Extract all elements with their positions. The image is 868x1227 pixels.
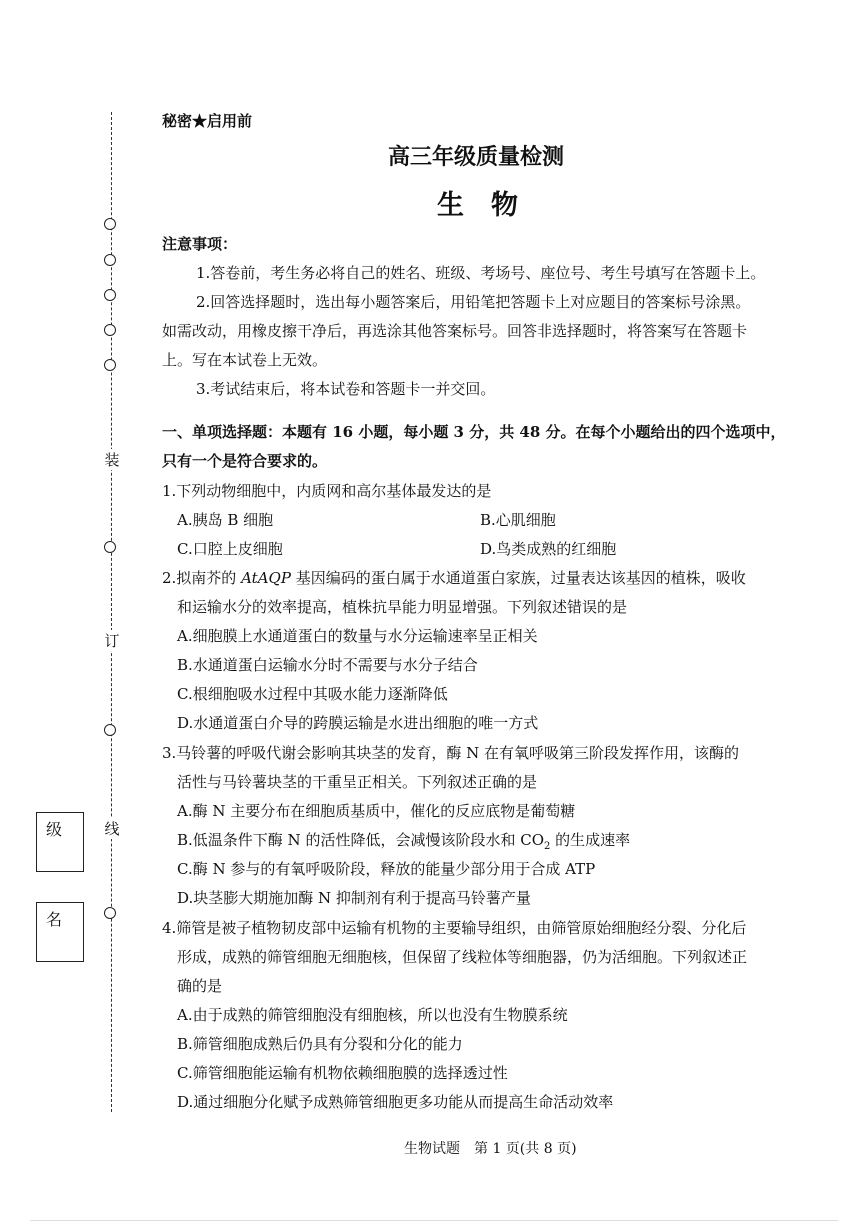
option-a: A.细胞膜上水通道蛋白的数量与水分运输速率呈正相关 bbox=[177, 627, 538, 645]
option-c: C.酶 N 参与的有氧呼吸阶段，释放的能量少部分用于合成 ATP bbox=[177, 860, 596, 878]
option-b: B.水通道蛋白运输水分时不需要与水分子结合 bbox=[177, 656, 478, 674]
question-stem-cont: 和运输水分的效率提高，植株抗旱能力明显增强。下列叙述错误的是 bbox=[177, 598, 628, 616]
option-d: D.鸟类成熟的红细胞 bbox=[480, 540, 617, 558]
page-bottom-rule bbox=[30, 1220, 838, 1221]
option-b: B.心肌细胞 bbox=[480, 511, 556, 529]
name-field-label: 名 bbox=[46, 910, 63, 929]
option-d: D.块茎膨大期施加酶 N 抑制剂有利于提高马铃薯产量 bbox=[177, 889, 531, 907]
notes-heading: 注意事项： bbox=[162, 235, 238, 253]
question-stem: 3.马铃薯的呼吸代谢会影响其块茎的发育，酶 N 在有氧呼吸第三阶段发挥作用，该酶的 bbox=[162, 744, 739, 762]
margin-label-zhuang: 装 bbox=[104, 451, 120, 469]
binding-hole bbox=[104, 541, 116, 553]
option-d: D.通过细胞分化赋予成熟筛管细胞更多功能从而提高生命活动效率 bbox=[177, 1093, 614, 1111]
question-stem: 1.下列动物细胞中，内质网和高尔基体最发达的是 bbox=[162, 482, 492, 500]
option-a: A.由于成熟的筛管细胞没有细胞核，所以也没有生物膜系统 bbox=[177, 1006, 568, 1024]
section-heading-cont: 只有一个是符合要求的。 bbox=[162, 452, 328, 470]
subscript: 2 bbox=[544, 841, 551, 852]
question-stem-cont: 确的是 bbox=[177, 977, 223, 995]
gene-name: AtAQP bbox=[241, 569, 291, 587]
stem-text: 基因编码的蛋白属于水通道蛋白家族，过量表达该基因的植株，吸收 bbox=[290, 569, 746, 587]
binding-hole bbox=[104, 724, 116, 736]
option-c: C.根细胞吸水过程中其吸水能力逐渐降低 bbox=[177, 685, 448, 703]
option-a: A.胰岛 B 细胞 bbox=[177, 511, 274, 529]
option-c: C.口腔上皮细胞 bbox=[177, 540, 283, 558]
option-b bbox=[177, 830, 630, 857]
note-item: 上。写在本试卷上无效。 bbox=[162, 351, 328, 369]
question-stem-cont: 活性与马铃薯块茎的干重呈正相关。下列叙述正确的是 bbox=[177, 773, 538, 791]
note-item: 1.答卷前，考生务必将自己的姓名、班级、考场号、座位号、考生号填写在答题卡上。 bbox=[196, 264, 766, 282]
binding-hole bbox=[104, 254, 116, 266]
binding-hole bbox=[104, 359, 116, 371]
exam-title: 高三年级质量检测 bbox=[388, 144, 565, 170]
note-item: 3.考试结束后，将本试卷和答题卡一并交回。 bbox=[196, 380, 496, 398]
option-c: C.筛管细胞能运输有机物依赖细胞膜的选择透过性 bbox=[177, 1064, 508, 1082]
margin-label-xian: 线 bbox=[104, 820, 120, 838]
question-stem bbox=[162, 568, 746, 588]
page-footer: 生物试题 第 1 页(共 8 页) bbox=[404, 1141, 577, 1157]
class-field-label: 级 bbox=[46, 820, 63, 839]
note-item: 如需改动，用橡皮擦干净后，再选涂其他答案标号。回答非选择题时，将答案写在答题卡 bbox=[162, 322, 748, 340]
option-a: A.酶 N 主要分布在细胞质基质中，催化的反应底物是葡萄糖 bbox=[177, 802, 576, 820]
secret-label: 秘密★启用前 bbox=[162, 112, 253, 130]
subject-title: 生 物 bbox=[437, 190, 518, 221]
question-stem-cont: 形成，成熟的筛管细胞无细胞核，但保留了线粒体等细胞器，仍为活细胞。下列叙述正 bbox=[177, 948, 748, 966]
binding-hole bbox=[104, 289, 116, 301]
margin-label-ding: 订 bbox=[104, 632, 120, 650]
option-d: D.水通道蛋白介导的跨膜运输是水进出细胞的唯一方式 bbox=[177, 714, 539, 732]
question-stem: 4.筛管是被子植物韧皮部中运输有机物的主要输导组织，由筛管原始细胞经分裂、分化后 bbox=[162, 919, 747, 937]
binding-hole bbox=[104, 218, 116, 230]
option-text: B.低温条件下酶 N 的活性降低，会减慢该阶段水和 CO bbox=[177, 831, 544, 849]
option-text: 的生成速率 bbox=[550, 831, 631, 849]
note-item: 2.回答选择题时，选出每小题答案后，用铅笔把答题卡上对应题目的答案标号涂黑。 bbox=[196, 293, 751, 311]
binding-hole bbox=[104, 907, 116, 919]
section-heading: 一、单项选择题：本题有 16 小题，每小题 3 分，共 48 分。在每个小题给出的四个选项中， bbox=[162, 423, 786, 441]
binding-hole bbox=[104, 324, 116, 336]
stem-text: 2.拟南芥的 bbox=[162, 569, 242, 587]
option-b: B.筛管细胞成熟后仍具有分裂和分化的能力 bbox=[177, 1035, 463, 1053]
